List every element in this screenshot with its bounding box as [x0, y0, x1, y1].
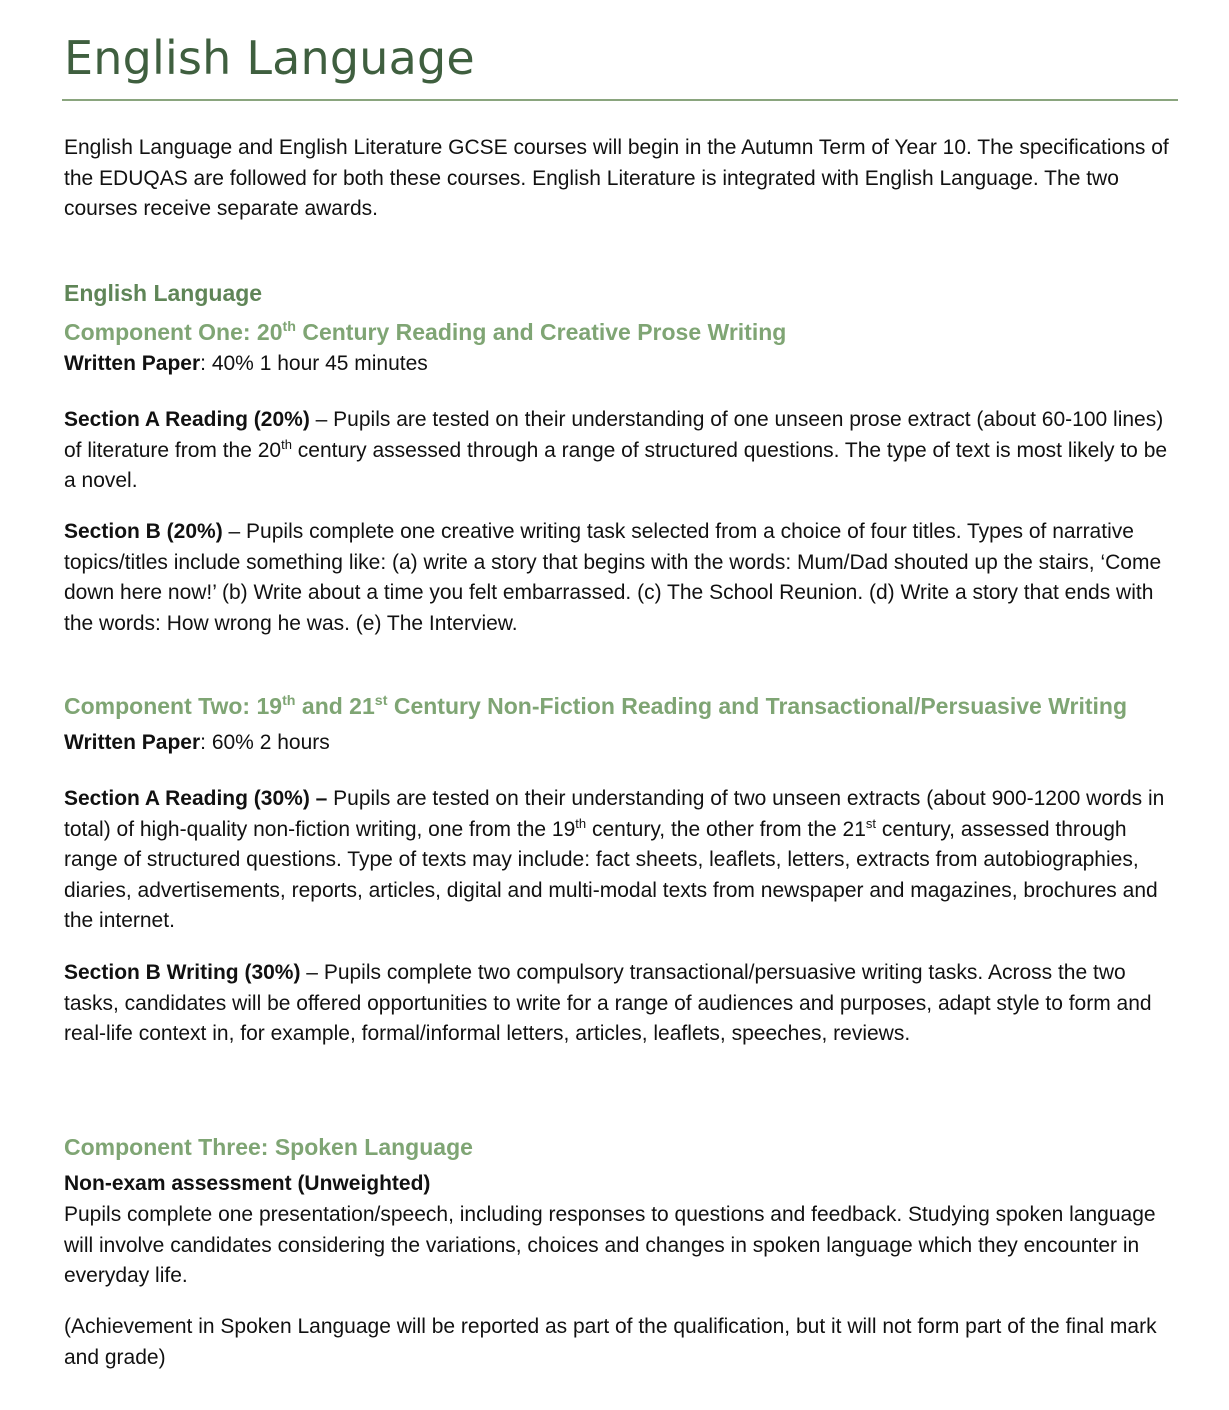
component-two-section-b-label: Section B Writing (30%)	[64, 961, 301, 984]
component-one-section-a-text-b: century assessed through a range of structured questions. The type of text is most likely to be a novel.	[64, 438, 1168, 492]
component-one-paper-value: : 40% 1 hour 45 minutes	[200, 352, 428, 375]
component-two-heading-sup-2: st	[374, 693, 388, 710]
component-two-section-a-sup-2: st	[865, 815, 877, 831]
component-one-paper	[64, 349, 1176, 380]
component-one-section-a-sup: th	[281, 436, 292, 452]
component-two-heading-part-a: Component Two: 19	[64, 693, 283, 719]
component-one-heading-part-a: Component One: 20	[64, 319, 283, 345]
component-one-paper-label: Written Paper	[64, 352, 201, 375]
page-title: English Language	[64, 31, 475, 85]
component-two-heading-sup-1: th	[282, 693, 296, 710]
component-two-section-a-label: Section A Reading (30%) –	[64, 787, 328, 810]
component-one-section-a-label: Section A Reading (20%)	[64, 408, 310, 431]
component-two-paper	[64, 728, 1176, 759]
component-two-section-a-text-c: century, assessed through range of structured questions. Type of texts may include: fact sheets, leaflets, letters, extracts from autobiographies, diaries, advertisements, reports, articles, digital and multi-modal texts from newspaper and magazines, brochures and the internet.	[64, 817, 1158, 932]
component-two-section-b	[64, 958, 1176, 1050]
component-two-section-a-text-a: Pupils are tested on their understanding of two unseen extracts (about 900-1200 words in total) of high-quality non-fiction writing, one from the 19	[64, 787, 1165, 841]
component-three-body: Pupils complete one presentation/speech, including responses to questions and feedback. Studying spoken language will involve candidates considering the variations, choices and changes in spoken language which they encounter in everyday life.	[64, 1203, 1156, 1287]
component-two-section-a-text-b: century, the other from the 21	[586, 817, 866, 841]
component-one-heading	[64, 317, 786, 347]
intro-paragraph: English Language and English Literature GCSE courses will begin in the Autumn Term of Year 10. The specifications of the EDUQAS are followed for both these courses. English Literature is integrated with English Language. The two courses receive separate awards.	[64, 136, 1169, 220]
component-one-heading-sup: th	[282, 319, 296, 336]
component-one-section-b-text: – Pupils complete one creative writing task selected from a choice of four titles. Types of narrative topics/titles include something like: (a) write a story that begins with the words: Mum/Dad shouted up the stairs, ‘Come down here now!’ (b) Write about a time you felt embarrassed. (c) The School Reunion. (d) Write a story that ends with the words: How wrong he was. (e) The Interview.	[64, 520, 1162, 635]
component-three-note: (Achievement in Spoken Language will be reported as part of the qualification, but it will not form part of the final mark and grade)	[64, 1315, 1157, 1369]
component-three-heading: Component Three: Spoken Language	[64, 1134, 473, 1160]
component-one-section-b	[64, 517, 1176, 639]
component-two-heading	[64, 691, 1127, 721]
component-two-heading-part-b: and 21	[295, 693, 375, 719]
section-heading: English Language	[64, 280, 263, 306]
component-two-section-a	[64, 784, 1176, 937]
component-two-heading-part-c: Century Non-Fiction Reading and Transactional/Persuasive Writing	[387, 693, 1127, 719]
component-two-section-a-sup-1: th	[575, 815, 587, 831]
component-two-paper-label: Written Paper	[64, 731, 201, 754]
component-one-section-a-text-a: – Pupils are tested on their understanding of one unseen prose extract (about 60-100 lines) of literature from the 20	[64, 408, 1164, 462]
component-one-section-b-label: Section B (20%)	[64, 520, 223, 543]
title-underline	[62, 99, 1178, 101]
component-one-heading-part-b: Century Reading and Creative Prose Writing	[295, 319, 787, 345]
component-one-section-a	[64, 405, 1176, 497]
component-two-section-b-text: – Pupils complete two compulsory transactional/persuasive writing tasks. Across the two tasks, candidates will be offered opportunities to write for a range of audiences and purposes, adapt style to form and real-life context in, for example, formal/informal letters, articles, leaflets, speeches, reviews.	[64, 961, 1152, 1045]
component-two-paper-value: : 60% 2 hours	[200, 731, 330, 754]
component-three-assessment: Non-exam assessment (Unweighted)	[64, 1172, 431, 1195]
